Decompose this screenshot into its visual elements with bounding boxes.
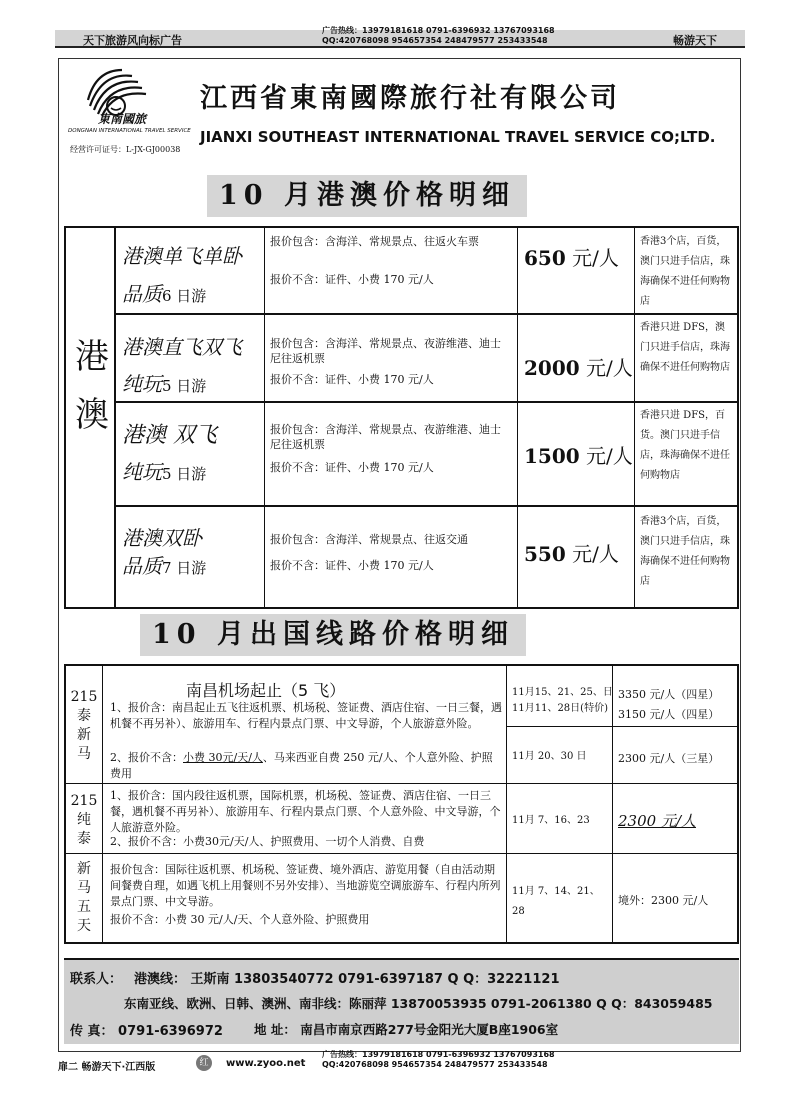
- price-includes: 报价包含：含海洋、常规景点、往返交通: [270, 533, 468, 546]
- contact-address: 地 址： 南昌市南京西路277号金阳光大厦B座1906室: [254, 1022, 559, 1037]
- route-code: 215 纯 泰: [70, 793, 98, 847]
- header-right-text: 畅游天下: [673, 34, 717, 47]
- route-price: 2300 元/人: [618, 812, 696, 830]
- route-heading: 南昌机场起止（5 飞）: [186, 681, 346, 700]
- tour-price: 650 元/人: [524, 246, 619, 270]
- shopping-note: 香港只进 DFS，澳门只进手信店，珠海确保不进任何购物店: [640, 322, 730, 373]
- company-logo: [68, 66, 194, 156]
- outbound-price-table: [64, 664, 739, 944]
- price-excludes: 报价不含：证件、小费 170 元/人: [270, 273, 434, 286]
- departure-dates: 11月 7、16、23: [512, 815, 590, 826]
- tour-name: 港澳 双飞: [122, 423, 217, 448]
- hotline-line-2: QQ:420768098 954657354 248479577 253433548: [322, 36, 548, 45]
- logo-chinese-name: 東南國旅: [98, 112, 147, 126]
- logo-english-name: DONGNAN INTERNATIONAL TRAVEL SERVICE: [68, 128, 191, 134]
- price-excludes: 报价不含：证件、小费 170 元/人: [270, 461, 434, 474]
- departure-dates: 11月 20、30 日: [512, 751, 587, 762]
- price-excludes: 报价不含：证件、小费 170 元/人: [270, 559, 434, 572]
- tour-name: 港澳直飞双飞: [122, 335, 242, 359]
- tour-price: 2000 元/人: [524, 356, 633, 380]
- departure-dates: 11月15、21、25、日: [512, 687, 613, 698]
- tour-price: 550 元/人: [524, 542, 619, 566]
- hotline-line-1: 广告热线：13979181618 0791-6396932 13767093168: [322, 26, 555, 35]
- price-excludes: 报价不含：证件、小费 170 元/人: [270, 373, 434, 386]
- footer-hotline: [322, 1050, 555, 1070]
- price-includes: 1、报价含：国内段往返机票，国际机票，机场税、签证费、酒店住宿、一日三餐，遇机餐不再另补）、旅游用车、行程内景点门票、个人意外险、中文导游，个人旅游意外险。: [110, 789, 501, 834]
- header-hotline: [322, 26, 555, 46]
- tour-type: 纯玩5 日游: [122, 372, 207, 396]
- tour-type: 品质7 日游: [122, 554, 207, 578]
- shopping-note: 香港只进 DFS，百货。澳门只进手信店，珠海确保不进任何购物店: [640, 410, 730, 481]
- tour-name: 港澳双卧: [122, 526, 202, 550]
- page-label: 扉二 畅游天下·江西版: [58, 1062, 156, 1073]
- license-number: 经营许可证号：L-JX-GJ00038: [70, 145, 181, 154]
- company-name-english: JIANXI SOUTHEAST INTERNATIONAL TRAVEL SERVICE CO;LTD.: [200, 128, 716, 146]
- region-char-2: 澳: [75, 395, 109, 435]
- shopping-note: 香港3个店，百货，澳门只进手信店，珠海确保不进任何购物店: [640, 236, 730, 307]
- hotline-line-2: QQ:420768098 954657354 248479577 253433548: [322, 1060, 548, 1069]
- tour-price: 1500 元/人: [524, 444, 633, 468]
- region-label: [72, 328, 112, 444]
- price-excludes: 2、报价不含：小费 30元/天/人、马来西亚自费 250 元/人、个人意外险、护照费用: [110, 751, 493, 780]
- contact-info: [64, 958, 739, 1044]
- region-char-1: 港: [75, 337, 109, 377]
- section-title-hk-macau: 10 月港澳价格明细: [207, 175, 527, 217]
- contact-fax: 传 真： 0791-6396972: [70, 1024, 223, 1039]
- section-title-outbound: 10 月出国线路价格明细: [140, 614, 526, 656]
- route-code: 215 泰 新 马: [70, 689, 98, 762]
- hotline-line-1: 广告热线：13979181618 0791-6396932 13767093168: [322, 1050, 555, 1059]
- website-link[interactable]: www.zyoo.net: [226, 1058, 306, 1069]
- price-includes: 1、报价含：南昌起止五飞往返机票、机场税、签证费、酒店住宿、一日三餐，遇机餐不再另补）、旅游用车、行程内景点门票、中文导游，个人旅游意外险。: [110, 701, 502, 730]
- departure-dates: 11月11、28日(特价): [512, 703, 608, 714]
- contact-label: 联系人：: [70, 972, 123, 987]
- tour-type: 纯玩5 日游: [122, 460, 207, 484]
- price-includes: 报价包含：含海洋、常规景点、夜游维港、迪士尼往返机票: [270, 423, 501, 451]
- price-excludes: 2、报价不含：小费30元/天/人、护照费用、一切个人消费、自费: [110, 835, 425, 848]
- shopping-note: 香港3个店，百货，澳门只进手信店，珠海确保不进任何购物店: [640, 516, 730, 587]
- hk-macau-price-table: [64, 226, 739, 609]
- route-code: 新 马 五 天: [77, 861, 91, 934]
- price-excludes: 报价不含：小费 30 元/人/天、个人意外险、护照费用: [110, 913, 370, 926]
- price-includes: 报价包含：含海洋、常规景点、夜游维港、迪士尼往返机票: [270, 337, 501, 365]
- badge-icon: 红: [196, 1055, 212, 1071]
- price-includes: 报价包含：国际往返机票、机场税、签证费、境外酒店、游览用餐（自由活动期间餐费自理，如遇飞机上用餐则不另外安排）、当地游览空调旅游车、行程内所列景点门票、中文导游。: [110, 863, 501, 908]
- price-includes: 报价包含：含海洋、常规景点、往返火车票: [270, 235, 479, 248]
- route-price: 境外：2300 元/人: [618, 894, 709, 907]
- route-price: 2300 元/人（三星）: [618, 752, 720, 765]
- contact-hk-macau: 港澳线： 王斯南 13803540772 0791-6397187 Q Q：32221121: [134, 972, 560, 987]
- route-price: 3150 元/人（四星）: [618, 708, 720, 721]
- header-left-text: 天下旅游风向标广告: [83, 34, 182, 47]
- departure-dates: 11月 7、14、21、28: [512, 886, 600, 917]
- route-price: 3350 元/人（四星）: [618, 688, 720, 701]
- tour-name: 港澳单飞单卧: [122, 244, 242, 268]
- contact-sea-line: 东南亚线、欧洲、日韩、澳洲、南非线：陈丽萍 13870053935 0791-2061380 Q Q：843059485: [124, 996, 713, 1011]
- company-name-chinese: 江西省東南國際旅行社有限公司: [200, 83, 620, 114]
- tour-type: 品质6 日游: [122, 282, 207, 306]
